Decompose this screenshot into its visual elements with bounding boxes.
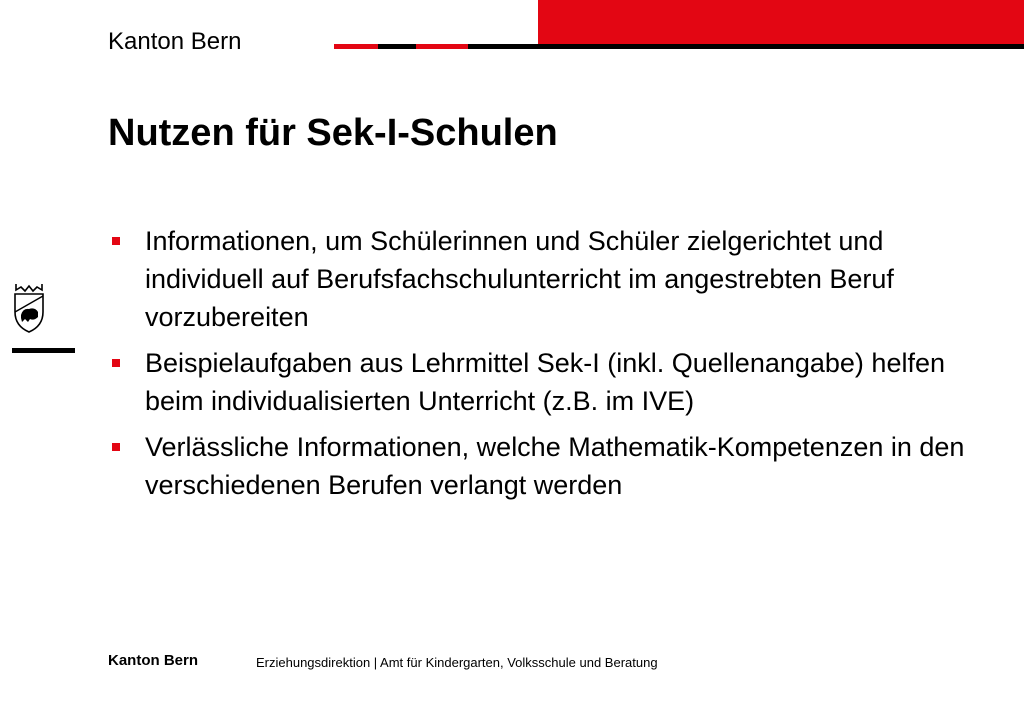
- header-org-name: Kanton Bern: [108, 28, 242, 55]
- bullet-item: [108, 222, 978, 336]
- bullet-square-icon: [112, 237, 120, 245]
- bullet-item: [108, 344, 978, 420]
- header-strip-segment: [334, 44, 378, 49]
- logo-underline: [12, 348, 75, 353]
- header-strip-segment: [538, 44, 1024, 49]
- bullet-text: Informationen, um Schülerinnen und Schüler zielgerichtet und individuell auf Berufsfachschulunterricht im angestrebten Beruf vorzubereiten: [145, 226, 894, 332]
- bullet-text: Beispielaufgaben aus Lehrmittel Sek-I (inkl. Quellenangabe) helfen beim individualisierten Unterricht (z.B. im IVE): [145, 348, 945, 416]
- bern-coat-of-arms-icon: [12, 282, 46, 334]
- header-red-block: [538, 0, 1024, 44]
- header-strip-segment: [416, 44, 468, 49]
- bullet-square-icon: [112, 443, 120, 451]
- bullet-list: [108, 222, 978, 512]
- bullet-text: Verlässliche Informationen, welche Mathematik-Kompetenzen in den verschiedenen Berufen verlangt werden: [145, 432, 965, 500]
- footer-department: Erziehungsdirektion | Amt für Kindergarten, Volksschule und Beratung: [256, 655, 658, 670]
- header-strip-segment: [468, 44, 538, 49]
- header-strip-segment: [378, 44, 416, 49]
- bullet-item: [108, 428, 978, 504]
- footer-org-name: Kanton Bern: [108, 652, 198, 669]
- bullet-square-icon: [112, 359, 120, 367]
- slide-title: Nutzen für Sek-I-Schulen: [108, 112, 558, 154]
